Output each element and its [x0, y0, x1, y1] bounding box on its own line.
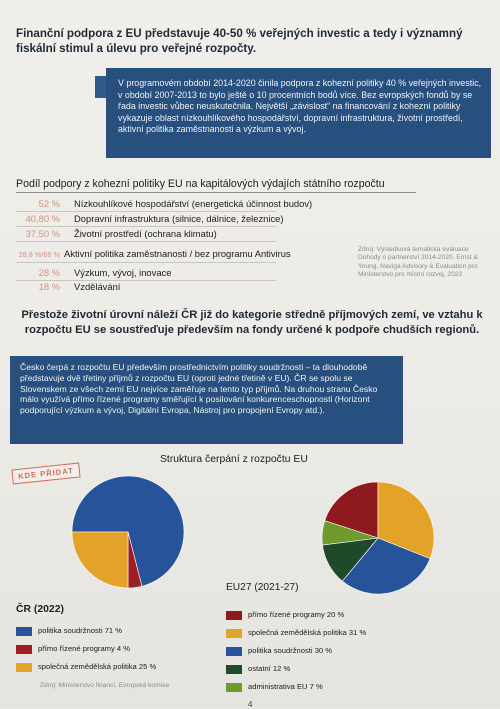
source-note-evaluation: Zdroj: Výsledková tematická evaluace Dohody o partnerství 2014-2020, Ernst & Young, Naviga Advisory & Evaluation pro Ministerstvo pro místní rozvoj, 2023 — [358, 246, 478, 278]
info-box-text: Česko čerpá z rozpočtu EU především prostřednictvím politiky soudržnosti – ta dlouhodobě představuje dvě třetiny příjmů z rozpočtu EU (oproti jedné třetině v EU). ČR se spolu se Slovenskem ze všech zemí EU nejvíce zaměřuje na tento typ příjmů. Na druhou stranu Česko málo využívá přímo řízené programy směřující k posilování konkurenceschopnosti (Horizont podporující výzkum a vývoj, Digitální Evropa, Nástroj pro propojení Evropy atd.). — [20, 362, 378, 416]
stamp-label: KDE PŘIDAT — [11, 462, 80, 484]
page-number: 4 — [248, 700, 253, 709]
row-separator — [16, 226, 276, 227]
support-row-pct: 40,80 % — [25, 213, 60, 224]
box-accent-tab — [95, 76, 106, 98]
source-note-ministry: Zdroj: Ministerstvo financí, Evropská komise — [40, 682, 169, 689]
chart-title: Struktura čerpání z rozpočtu EU — [160, 454, 308, 465]
info-box-programming-period — [106, 68, 491, 158]
info-box-cohesion — [10, 356, 403, 444]
support-row — [16, 228, 217, 239]
legend-item — [226, 628, 366, 638]
support-row-label: Nízkouhlíkové hospodářství (energetická účinnost budov) — [74, 198, 313, 209]
row-separator — [16, 211, 276, 212]
divider — [16, 192, 416, 193]
support-row-label: Aktivní politika zaměstnanosti / bez programu Antivirus — [64, 248, 291, 259]
legend-item — [226, 664, 290, 674]
pie-chart-cr — [70, 474, 186, 590]
row-separator — [16, 241, 276, 242]
cr-chart-title: ČR (2022) — [16, 604, 64, 615]
legend-item — [16, 662, 156, 672]
legend-item — [226, 610, 344, 620]
legend-label: ostatní 12 % — [248, 664, 291, 673]
legend-swatch — [226, 683, 242, 692]
legend-item — [226, 646, 332, 656]
support-row-label: Životní prostředí (ochrana klimatu) — [74, 228, 217, 239]
legend-label: společná zemědělská politika 31 % — [248, 628, 367, 637]
legend-swatch — [226, 665, 242, 674]
legend-swatch — [16, 627, 32, 636]
info-box-text: V programovém období 2014-2020 činila podpora z kohezní politiky 40 % veřejných investic, v období 2007-2013 to bylo ještě o 10 procentních bodů více. Bez evropských fondů by se řada investic vůbec neuskutečnila. Největší „závislost“ na financování z kohezní politiky vykazuje oblast nízkouhlíkového hospodářství, dopravní infrastruktura, životní prostředí, aktivní politika zaměstnanosti a výzkum a vývoj. — [118, 78, 482, 135]
support-row-pct: 52 % — [38, 198, 60, 209]
support-row-pct: 37,50 % — [25, 228, 60, 239]
pie-slice-společná-zemědělská-politika — [72, 532, 128, 588]
legend-swatch — [226, 611, 242, 620]
legend-item — [16, 626, 122, 636]
legend-item — [226, 682, 323, 692]
support-row — [16, 213, 283, 224]
legend-swatch — [226, 647, 242, 656]
eu27-chart-title: EU27 (2021-27) — [226, 582, 299, 593]
legend-label: společná zemědělská politika 25 % — [38, 662, 157, 671]
support-share-subheading: Podíl podpory z kohezní politiky EU na kapitálových výdajích státního rozpočtu — [16, 178, 385, 190]
legend-label: přímo řízené programy 4 % — [38, 644, 131, 653]
legend-label: přímo řízené programy 20 % — [248, 610, 345, 619]
legend-item — [16, 644, 130, 654]
support-row — [16, 198, 312, 209]
legend-swatch — [226, 629, 242, 638]
legend-label: politika soudržnosti 30 % — [248, 646, 332, 655]
pie-chart-eu27 — [320, 480, 436, 596]
support-row-label: Dopravní infrastruktura (silnice, dálnice, železnice) — [74, 213, 284, 224]
legend-label: administrativa EU 7 % — [248, 682, 323, 691]
heading-income-category: Přestože životní úrovní náleží ČR již do kategorie středně příjmových zemí, ve vztahu k rozpočtu EU se soustřeďuje především na fondy určené k podpoře chudších regionů. — [21, 309, 483, 336]
support-row-label: Výzkum, vývoj, inovace — [74, 267, 172, 278]
support-row — [16, 267, 171, 278]
support-row — [16, 248, 291, 259]
support-row-label: Vzdělávání — [74, 281, 121, 292]
legend-swatch — [16, 645, 32, 654]
support-row — [16, 281, 120, 292]
legend-swatch — [16, 663, 32, 672]
heading-fiscal-stimulus: Finanční podpora z EU představuje 40-50 % veřejných investic a tedy i významný fiskální stimul a úlevu pro veřejné rozpočty. — [16, 27, 463, 55]
support-row-pct: 18 % — [38, 281, 60, 292]
support-row-pct: 28,8 %/66 % — [18, 250, 60, 259]
row-separator — [16, 262, 276, 263]
support-row-pct: 28 % — [38, 267, 60, 278]
legend-label: politika soudržnosti 71 % — [38, 626, 122, 635]
